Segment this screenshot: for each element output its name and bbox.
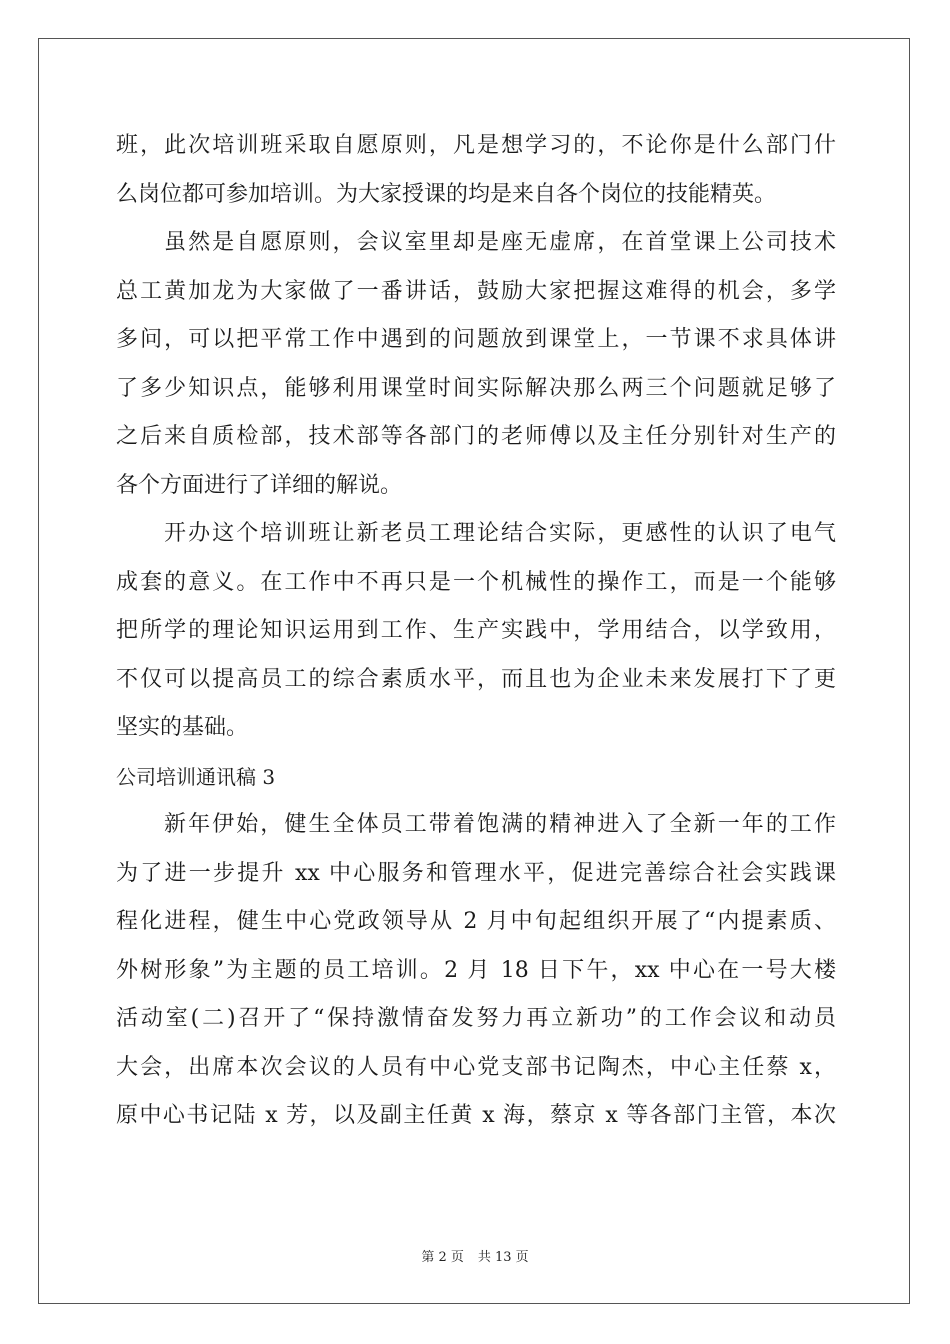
- paragraph-start-line: 虽然是自愿原则，会议室里却是座无虚席，在首堂课上公司技术: [164, 230, 836, 255]
- text-line: 程化进程，健生中心党政领导从 2 月中旬起组织开展了“内提素质、: [116, 909, 836, 934]
- paragraph-end-line: 各个方面进行了详细的解说。: [116, 472, 403, 498]
- text-line: 总工黄加龙为大家做了一番讲话，鼓励大家把握这难得的机会，多学: [116, 278, 836, 304]
- document-body: [116, 122, 836, 1141]
- text-line: 活动室(二)召开了“保持激情奋发努力再立新功”的工作会议和动员: [116, 1006, 836, 1031]
- page-number-current: 第 2 页: [421, 1250, 464, 1265]
- text-line: 么岗位都可参加培训。为大家授课的均是来自各个岗位的技能精英。: [116, 181, 777, 207]
- text-line: 原中心书记陆 x 芳，以及副主任黄 x 海，蔡京 x 等各部门主管，本次: [116, 1103, 836, 1128]
- text-line: 之后来自质检部，技术部等各部门的老师傅以及主任分别针对生产的: [116, 424, 836, 449]
- text-line: 多问，可以把平常工作中遇到的问题放到课堂上，一节课不求具体讲: [116, 327, 836, 352]
- text-line: 班，此次培训班采取自愿原则，凡是想学习的，不论你是什么部门什: [116, 133, 836, 158]
- paragraph-start-line: 开办这个培训班让新老员工理论结合实际，更感性的认识了电气: [164, 521, 836, 546]
- page-number-total: 共 13 页: [477, 1250, 529, 1265]
- text-line: 了多少知识点，能够利用课堂时间实际解决那么两三个问题就足够了: [116, 375, 836, 401]
- text-line: 外树形象”为主题的员工培训。2 月 18 日下午，xx 中心在一号大楼: [116, 957, 836, 983]
- paragraph-end-line: 坚实的基础。: [116, 715, 249, 740]
- text-line: 为了进一步提升 xx 中心服务和管理水平，促进完善综合社会实践课: [116, 860, 836, 886]
- section-heading: 公司培训通讯稿 3: [116, 764, 276, 789]
- text-line: 把所学的理论知识运用到工作、生产实践中，学用结合，以学致用，: [116, 618, 836, 643]
- text-line: 成套的意义。在工作中不再只是一个机械性的操作工，而是一个能够: [116, 569, 836, 595]
- text-line: 不仅可以提高员工的综合素质水平，而且也为企业未来发展打下了更: [116, 666, 836, 692]
- page-footer: [0, 1246, 950, 1265]
- paragraph-start-line: 新年伊始，健生全体员工带着饱满的精神进入了全新一年的工作: [164, 812, 836, 837]
- text-line: 大会，出席本次会议的人员有中心党支部书记陶杰，中心主任蔡 x，: [116, 1054, 836, 1080]
